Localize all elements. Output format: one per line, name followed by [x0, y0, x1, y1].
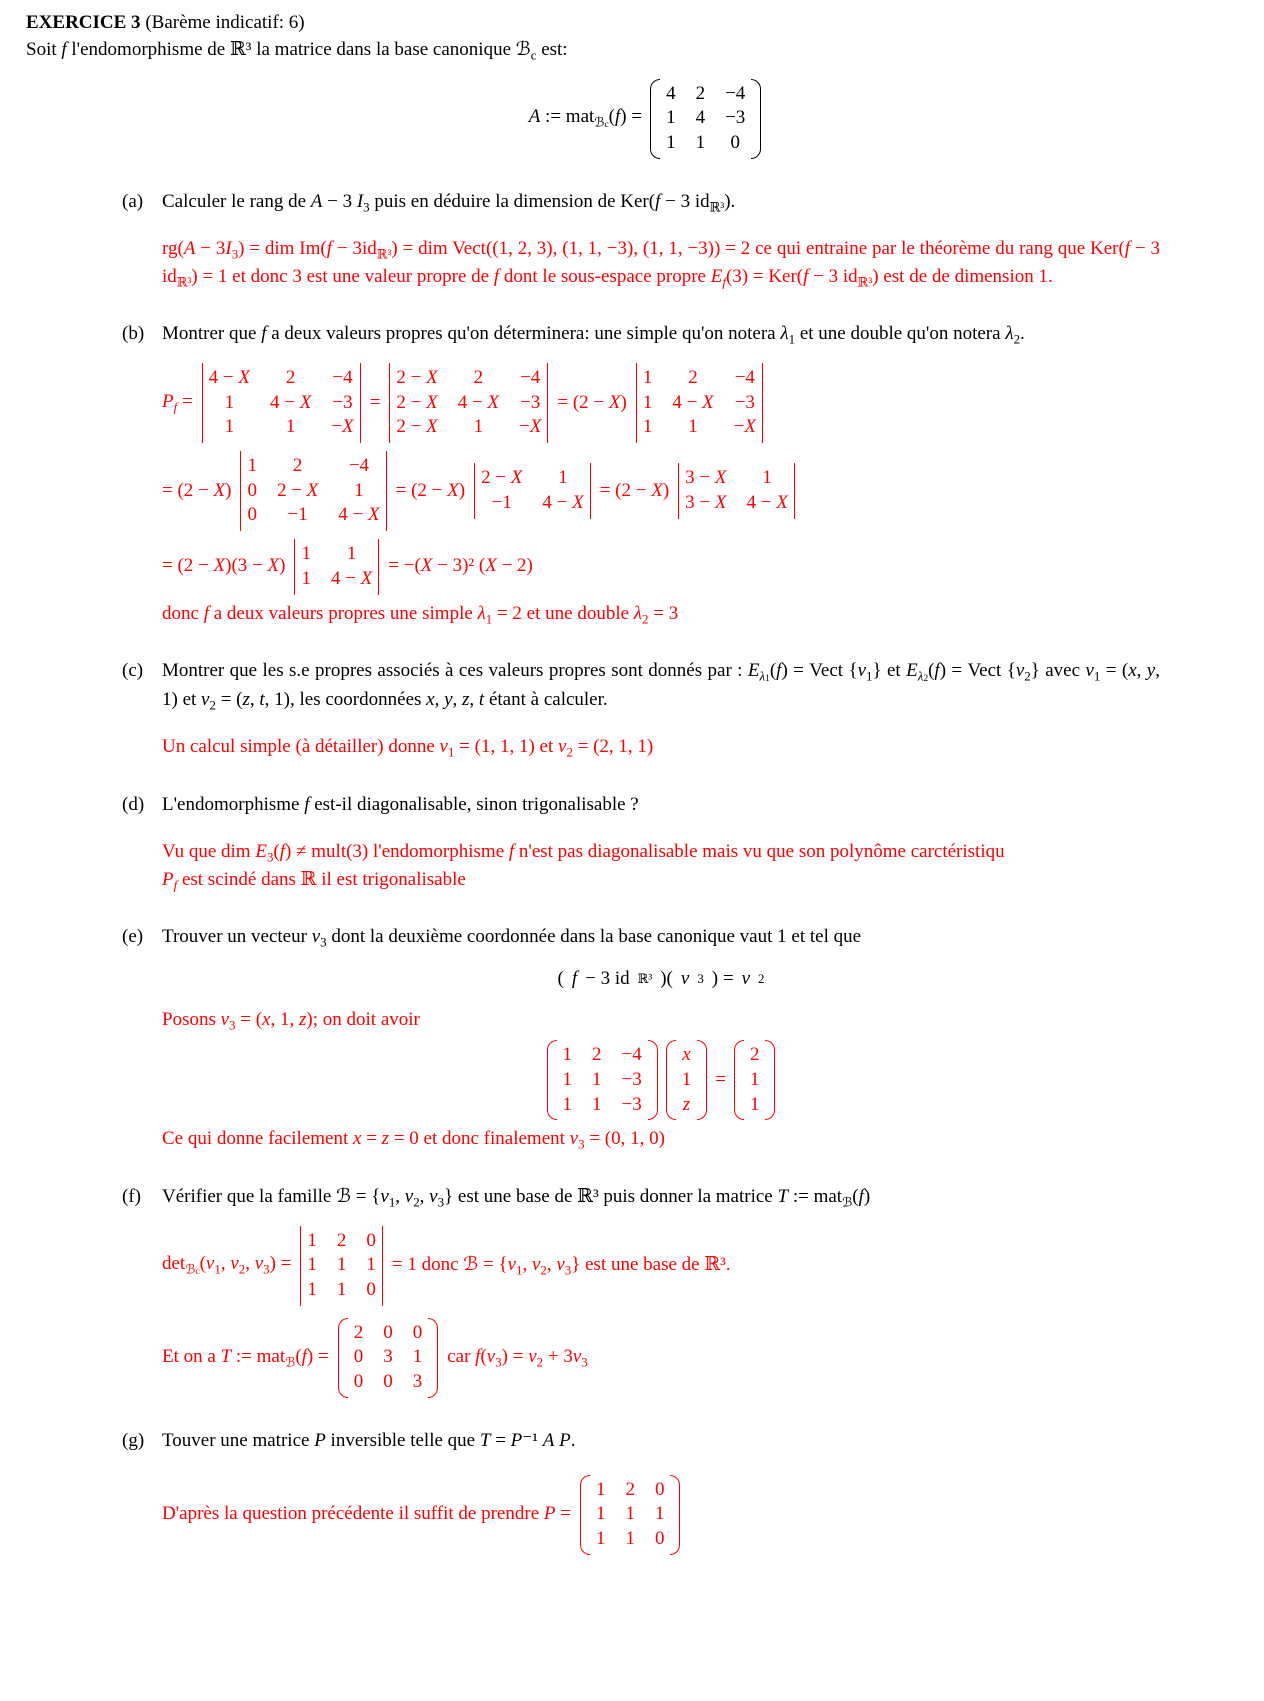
determinant-6: 3 − X 1 3 − X 4 − X [678, 463, 795, 518]
exercise-title [26, 10, 1264, 37]
exercise-number: EXERCICE 3 [26, 12, 141, 33]
determinant-1: 4 − X 2 −4 1 4 − X −3 1 1 −X [202, 363, 361, 443]
matrix-t-lhs: Et on a T := mat$_ℬ$(f) = [162, 1345, 329, 1370]
item-e-question: Trouver un vecteur $v_3$ dont la deuxième coordonnée dans la base canonique vaut 1 et tel que [162, 926, 862, 950]
item-a-body [162, 189, 1160, 292]
equals-sign: = [369, 391, 381, 413]
matrix-a-display [26, 79, 1264, 159]
item-e-label: (e) [122, 926, 144, 948]
derivation-line-1 [162, 363, 1160, 443]
item-d-answer-line-1: Vu que dim $E_3(f)$ ≠ mult(3) l'endomorphisme f n'est pas diagonalisable mais vu que son polynôme carctéristiqu [162, 840, 1005, 865]
matrix-p: 1 2 0 1 1 1 1 1 0 [580, 1475, 681, 1555]
matrix-p-line [162, 1475, 1160, 1555]
item-f-label: (f) [122, 1185, 141, 1207]
intro-line: Soit f l'endomorphisme de ℝ³ la matrice dans la base canonique ℬ$_c$ est: [26, 38, 568, 63]
item-c-body [162, 658, 1160, 762]
item-e-posons: Posons $v_3 = (x$, 1, z); on doit avoir [162, 1008, 420, 1032]
item-f-body [162, 1184, 1160, 1398]
matrix-f-minus-3id: 1 2 −4 1 1 −3 1 1 −3 [547, 1040, 658, 1120]
exercise-subtitle: (Barème indicatif: 6) [140, 12, 305, 33]
char-poly-result: = −(X − 3)² (X − 2) [388, 555, 533, 577]
matrix-a-lhs: A := mat$_{ℬc}$(f) = [528, 106, 643, 131]
item-c-question: Montrer que les s.e propres associés à ces valeurs propres sont donnés par : $E_{\lambda 1}(f)$ = Vect $\{v_1\}$ et $E_{\lambda 2}(f)$ = Vect $\{v_2\}$ avec $v_1 = (x$, y, 1) et $v_2 = (z$, t, 1), les coordonnées x, y, z, t étant à calculer. [162, 660, 1160, 713]
determinant-3: 1 2 −4 1 4 − X −3 1 1 −X [636, 363, 763, 443]
item-g [122, 1428, 1264, 1555]
item-b-derivation [162, 363, 1160, 595]
item-g-label: (g) [122, 1429, 145, 1451]
item-d-body [162, 792, 1160, 894]
item-d-answer [162, 839, 1160, 894]
item-b-question: Montrer que f a deux valeurs propres qu'on déterminera: une simple qu'on notera $\lambda_1$ et une double qu'on notera $\lambda_2$. [162, 323, 1025, 347]
item-d-answer-line-2: $P_f$ est scindé dans ℝ il est trigonalisable [162, 868, 466, 892]
determinant-4: 1 2 −4 0 2 − X 1 0 −1 4 − X [240, 451, 386, 531]
matrix-a: 4 2 −4 1 4 −3 1 1 0 [650, 79, 761, 159]
item-d [122, 792, 1264, 894]
item-e-display-equation: ( f − 3 id ℝ³ )( v 3 ) = v 2 [557, 967, 765, 989]
item-c-answer: Un calcul simple (à détailler) donne $v_1 = (1$, 1, 1) et $v_2 = (2$, 1, 1) [162, 736, 654, 760]
factor-2-minus-x: = (2 − X) [599, 479, 670, 501]
item-b [122, 321, 1264, 628]
factor-2-minus-x: = (2 − X) [162, 479, 232, 501]
item-a-question: Calculer le rang de A − 3 $I_3$ puis en déduire la dimension de Ker(f − 3 $id_{ℝ^3}$). [162, 190, 736, 214]
matrix-p-lhs: D'après la question précédente il suffit de prendre P = [162, 1503, 571, 1525]
item-d-label: (d) [122, 793, 145, 815]
matrix-t: 2 0 0 0 3 1 0 0 3 [338, 1318, 439, 1398]
item-g-body [162, 1428, 1160, 1555]
vector-v3-unknowns: x 1 z [666, 1040, 708, 1120]
vector-v2-values: 2 1 1 [734, 1040, 776, 1120]
item-d-question: L'endomorphisme f est-il diagonalisable, sinon trigonalisable ? [162, 793, 639, 815]
det-lhs: $\det_{ℬc}(v_1$, $v_2$, $v_3$) = [162, 1253, 292, 1278]
det-rhs: = 1 donc ℬ = {$v_1$, $v_2$, $v_3$} est une base de ℝ³. [391, 1253, 731, 1278]
item-f-answer [162, 1226, 1160, 1398]
item-e-matrix-equation [162, 1040, 1160, 1120]
determinant-7: 1 1 1 4 − X [294, 539, 379, 594]
determinant-5: 2 − X 1 −1 4 − X [474, 463, 591, 518]
item-e-conclusion: Ce qui donne facilement x = z = 0 et donc finalement $v_3 = (0$, 1, 0) [162, 1128, 665, 1152]
pf-lhs: $P_f$ = [162, 391, 193, 415]
matrix-t-line [162, 1318, 1160, 1398]
item-f-question: Vérifier que la famille ℬ = {$v_1$, $v_2$, $v_3$} est une base de ℝ³ puis donner la matrice T := mat$_ℬ$(f) [162, 1185, 871, 1210]
item-a [122, 189, 1264, 292]
determinant-base: 1 2 0 1 1 1 1 1 0 [300, 1226, 383, 1306]
item-e [122, 924, 1264, 1154]
factor-2-minus-x: = (2 − X) [557, 391, 627, 413]
equals-sign: = [715, 1068, 726, 1090]
item-f [122, 1184, 1264, 1398]
derivation-line-2 [162, 451, 1160, 531]
factor-product: = (2 − X)(3 − X) [162, 555, 286, 577]
item-c-label: (c) [122, 660, 144, 682]
item-g-question: Touver une matrice P inversible telle que T = P⁻¹ A P. [162, 1429, 576, 1451]
item-b-body [162, 321, 1160, 628]
derivation-line-3 [162, 539, 1160, 594]
item-b-label: (b) [122, 323, 145, 345]
item-a-answer: $rg(A - 3I_3)$ = dim $Im(f - 3id_{ℝ^3})$ = dim Vect((1, 2, 3), (1, 1, −3), (1, 1, −3)) = 2 ce qui entraine par le théorème du rang que Ker(f − 3 $id_{ℝ^3}) = 1$ et donc 3 est une valeur propre de f dont le sous-espace propre $E_f(3) = Ker(f - 3$ $id_{ℝ^3}$) est de de dimension 1. [162, 238, 1161, 290]
item-b-conclusion: donc f a deux valeurs propres une simple $\lambda_1 = 2$ et une double $\lambda_2 = 3$ [162, 602, 679, 626]
item-e-body [162, 924, 1160, 1154]
det-base-line [162, 1226, 1160, 1306]
matrix-t-rhs: car $f(v_3) = v_2 + 3v_3$ [447, 1345, 588, 1370]
item-a-label: (a) [122, 190, 144, 212]
item-c [122, 658, 1264, 762]
determinant-2: 2 − X 2 −4 2 − X 4 − X −3 2 − X 1 −X [389, 363, 548, 443]
factor-2-minus-x: = (2 − X) [395, 479, 466, 501]
